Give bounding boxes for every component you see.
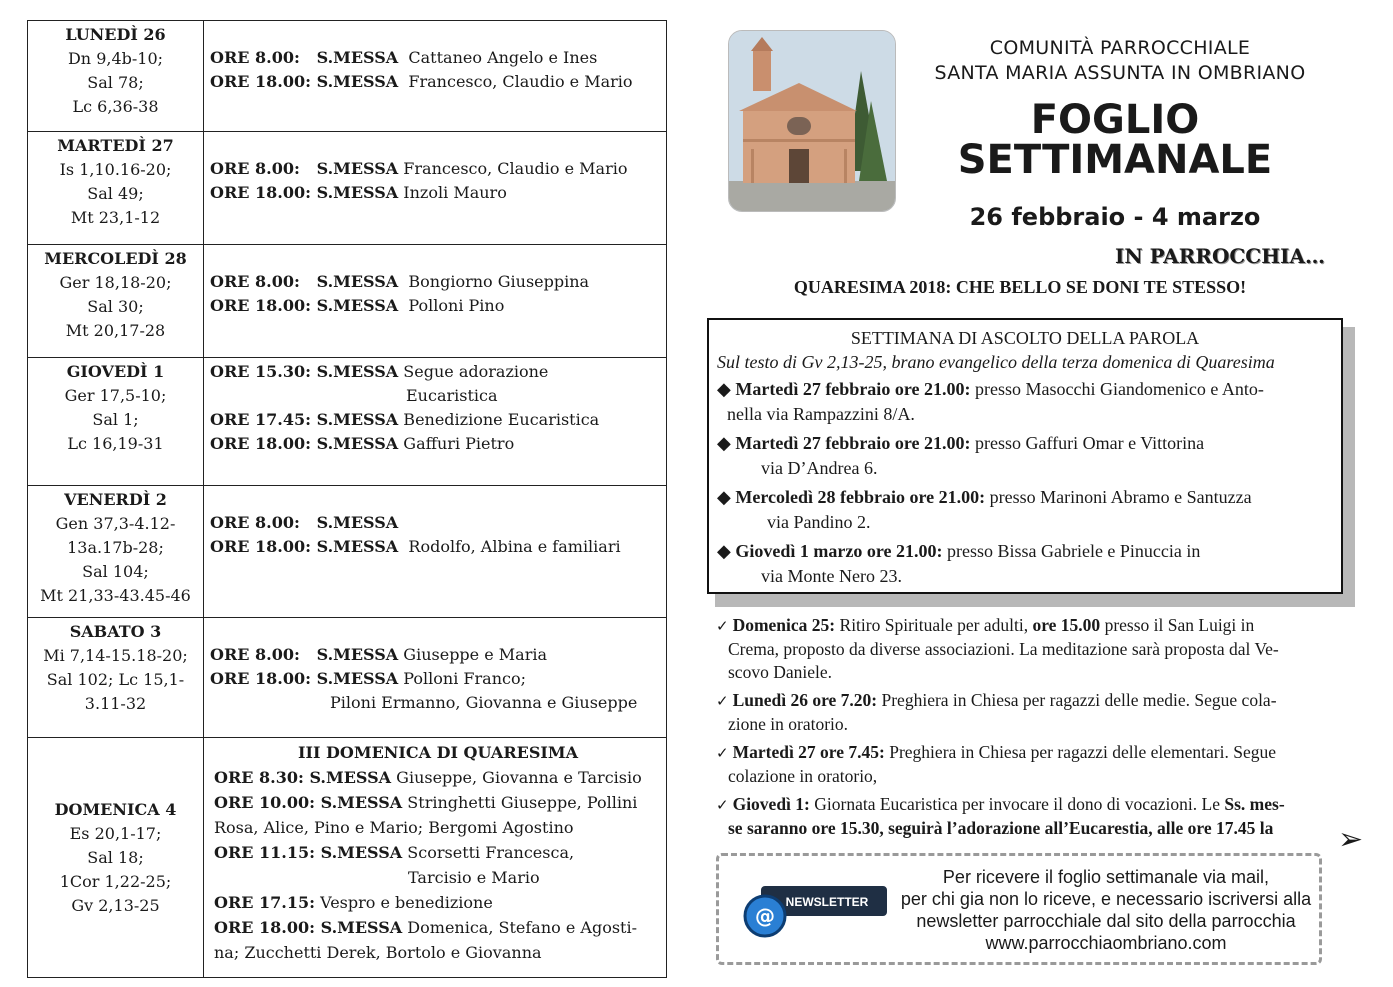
- mass-time: ORE 11.15: S.MESSA: [214, 843, 403, 862]
- item-text: presso Masocchi Giandomenico e Anto-: [970, 379, 1264, 399]
- mass-intention-continued: Piloni Ermanno, Giovanna e Giuseppe: [330, 693, 638, 712]
- church-photo: [728, 30, 896, 212]
- day-name: SABATO 3: [69, 622, 162, 641]
- mass-time: ORE 18.00: S.MESSA: [210, 183, 399, 202]
- mass-line: [210, 915, 666, 940]
- schedule-row-friday: [28, 486, 667, 618]
- notice-text: Preghiera in Chiesa per ragazzi delle medie. Segue cola-: [877, 690, 1277, 710]
- schedule-row-tuesday: [28, 132, 667, 245]
- reading: Sal 18;: [87, 847, 144, 867]
- reading: Mt 21,33-43.45-46: [40, 586, 191, 605]
- reading: Sal 78;: [87, 73, 144, 92]
- checkmark-icon: ✓: [716, 617, 729, 635]
- notice-text: scovo Daniele.: [728, 662, 832, 682]
- section-heading: IN PARROCCHIA…: [1115, 244, 1325, 268]
- mass-intention: Polloni Franco;: [398, 669, 527, 688]
- mass-line: [210, 667, 666, 691]
- community-line: SANTA MARIA ASSUNTA IN OMBRIANO: [934, 62, 1306, 84]
- mass-time: ORE 18.00: S.MESSA: [214, 918, 403, 937]
- mass-time: ORE 8.30: S.MESSA: [214, 768, 392, 787]
- community-line: COMUNITÀ PARROCCHIALE: [989, 37, 1251, 59]
- page-title: [955, 97, 1275, 183]
- mass-time: ORE 8.00: S.MESSA: [210, 159, 399, 178]
- mass-line: [210, 890, 666, 915]
- day-cell: [28, 618, 204, 738]
- mass-intention: Gaffuri Pietro: [398, 434, 515, 453]
- notice-date: Martedì 27 ore 7.45:: [732, 742, 885, 762]
- item-date: Martedì 27 febbraio ore 21.00:: [735, 379, 971, 399]
- notice-text: Crema, proposto da diverse associazioni. La meditazione sarà proposta dal Ve-: [728, 639, 1279, 659]
- reading: Sal 102; Lc 15,1-: [46, 670, 185, 689]
- masses-cell: [204, 738, 667, 978]
- masses-cell: [204, 21, 667, 132]
- checkmark-icon: ✓: [716, 692, 729, 710]
- mass-intention: Giuseppe, Giovanna e Tarcisio: [391, 768, 642, 787]
- item-continued: via Monte Nero 23.: [761, 566, 902, 586]
- mass-line: [210, 360, 666, 384]
- reading: Sal 104;: [82, 562, 149, 581]
- reading: Mi 7,14-15.18-20;: [43, 646, 188, 665]
- reading: Mt 20,17-28: [65, 321, 166, 340]
- continue-arrow-icon: ➢: [1338, 822, 1364, 857]
- item-continued: via Pandino 2.: [767, 512, 871, 532]
- schedule-row-wednesday: [28, 245, 667, 358]
- day-name: MARTEDÌ 27: [57, 136, 174, 155]
- reading: 3.11-32: [84, 694, 147, 713]
- masses-cell: [204, 486, 667, 618]
- mass-intention-continued: na; Zucchetti Derek, Bortolo e Giovanna: [214, 943, 542, 962]
- reading: Lc 6,36-38: [72, 97, 159, 116]
- notice-item: [716, 614, 1341, 684]
- reading: Es 20,1-17;: [69, 823, 162, 843]
- mass-time: ORE 10.00: S.MESSA: [214, 793, 403, 812]
- mass-intention: Rodolfo, Albina e familiari: [398, 537, 621, 556]
- reading: Is 1,10.16-20;: [59, 160, 172, 179]
- notice-text: se saranno ore 15.30, seguirà l’adorazione all’Eucarestia, alle ore 17.45 la: [728, 818, 1274, 838]
- item-date: Mercoledì 28 febbraio ore 21.00:: [735, 487, 986, 507]
- mass-time: ORE 18.00: S.MESSA: [210, 537, 399, 556]
- mass-intention: Vespro e benedizione: [315, 893, 493, 912]
- day-name: VENERDÌ 2: [64, 490, 167, 509]
- notice-date: Giovedì 1:: [732, 794, 810, 814]
- listening-item: ◆ Martedì 27 febbraio ore 21.00: presso Gaffuri Omar e Vittorina: [717, 433, 1205, 453]
- day-cell: [28, 486, 204, 618]
- notice-time: ore 15.00: [1032, 615, 1101, 635]
- notice-text: zione in oratorio.: [728, 714, 849, 734]
- listening-item: ◆ Martedì 27 febbraio ore 21.00: presso Masocchi Giandomenico e Anto-: [717, 379, 1264, 399]
- notice-item: [716, 741, 1341, 788]
- newsletter-badge-label: NEWSLETTER: [785, 895, 869, 909]
- schedule-row-thursday: [28, 358, 667, 486]
- date-range: 26 febbraio - 4 marzo: [969, 203, 1261, 231]
- mass-time: ORE 18.00: S.MESSA: [210, 434, 399, 453]
- newsletter-box: [716, 853, 1322, 965]
- mass-line: [210, 840, 666, 865]
- notice-item: [716, 793, 1341, 840]
- reading: Sal 49;: [87, 184, 144, 203]
- day-cell: [28, 358, 204, 486]
- mass-intention-continued: Tarcisio e Mario: [408, 868, 540, 887]
- notice-text-bold: Ss. mes-: [1224, 794, 1285, 814]
- mass-time: ORE 18.00: S.MESSA: [210, 296, 399, 315]
- notice-text: Ritiro Spirituale per adulti,: [835, 615, 1033, 635]
- reading: Gv 2,13-25: [71, 895, 160, 915]
- mass-intention: Giuseppe e Maria: [398, 645, 548, 664]
- item-date: Giovedì 1 marzo ore 21.00:: [735, 541, 943, 561]
- mass-time: ORE 18.00: S.MESSA: [210, 72, 399, 91]
- mass-line: [210, 511, 666, 535]
- mass-intention: Cattaneo Angelo e Ines: [398, 48, 598, 67]
- notice-date: Domenica 25:: [732, 615, 836, 635]
- mass-intention: Francesco, Claudio e Mario: [398, 72, 633, 91]
- mass-time: ORE 15.30: S.MESSA: [210, 362, 399, 381]
- checkmark-icon: ✓: [716, 796, 729, 814]
- newsletter-line: newsletter parrocchiale dal sito della parrocchia: [916, 911, 1296, 931]
- item-continued: via D’Andrea 6.: [761, 458, 878, 478]
- mass-line: [210, 535, 666, 559]
- reading: Ger 17,5-10;: [64, 386, 167, 405]
- checkmark-icon: ✓: [716, 744, 729, 762]
- newsletter-line: Per ricevere il foglio settimanale via mail,: [942, 867, 1270, 887]
- masses-cell: [204, 618, 667, 738]
- mass-line: [210, 181, 666, 205]
- day-cell: [28, 21, 204, 132]
- newsletter-line: per chi gia non lo riceve, e necessario iscriversi alla: [900, 889, 1312, 909]
- listening-week-box: [707, 318, 1343, 594]
- day-cell: [28, 132, 204, 245]
- church-illustration: [729, 31, 895, 211]
- mass-time: ORE 17.15:: [214, 893, 316, 912]
- mass-time: ORE 8.00: S.MESSA: [210, 513, 399, 532]
- reading: Dn 9,4b-10;: [67, 49, 164, 68]
- reading: Mt 23,1-12: [70, 208, 161, 227]
- sunday-heading: III DOMENICA DI QUARESIMA: [298, 743, 578, 762]
- mass-line: [210, 408, 666, 432]
- day-name: GIOVEDÌ 1: [66, 362, 165, 381]
- newsletter-text: [891, 866, 1321, 954]
- item-text: presso Bissa Gabriele e Pinuccia in: [942, 541, 1201, 561]
- day-name: LUNEDÌ 26: [65, 25, 166, 44]
- schedule-row-sunday: [28, 738, 667, 978]
- masses-cell: [204, 132, 667, 245]
- notice-text: presso il San Luigi in: [1100, 615, 1255, 635]
- mass-line: [210, 643, 666, 667]
- listening-item: ◆ Mercoledì 28 febbraio ore 21.00: presso Marinoni Abramo e Santuzza: [717, 487, 1252, 507]
- reading: Lc 16,19-31: [67, 434, 164, 453]
- mass-line: [210, 46, 666, 70]
- item-date: Martedì 27 febbraio ore 21.00:: [735, 433, 971, 453]
- mass-line: [210, 765, 666, 790]
- mass-intention: Domenica, Stefano e Agosti-: [402, 918, 637, 937]
- mass-intention: Bongiorno Giuseppina: [398, 272, 590, 291]
- mass-intention: Polloni Pino: [398, 296, 505, 315]
- notice-text: Giornata Eucaristica per invocare il dono di vocazioni. Le: [809, 794, 1225, 814]
- mass-line: [210, 270, 666, 294]
- item-text: presso Marinoni Abramo e Santuzza: [985, 487, 1252, 507]
- day-cell: [28, 245, 204, 358]
- mass-line: [210, 157, 666, 181]
- mass-intention: Scorsetti Francesca,: [402, 843, 575, 862]
- mass-line: [210, 432, 666, 456]
- reading: 13a.17b-28;: [67, 538, 164, 557]
- box-title: SETTIMANA DI ASCOLTO DELLA PAROLA: [850, 328, 1200, 348]
- notice-text: colazione in oratorio,: [728, 766, 878, 786]
- box-subtitle: Sul testo di Gv 2,13-25, brano evangelico della terza domenica di Quaresima: [717, 352, 1275, 372]
- newsletter-url[interactable]: www.parrocchiaombriano.com: [985, 933, 1227, 953]
- item-text: presso Gaffuri Omar e Vittorina: [970, 433, 1205, 453]
- title-line: FOGLIO: [1030, 97, 1200, 143]
- item-continued: nella via Rampazzini 8/A.: [727, 404, 915, 424]
- svg-text:@: @: [755, 904, 775, 928]
- mass-schedule-table: [27, 20, 667, 978]
- masses-cell: [204, 245, 667, 358]
- reading: Sal 1;: [92, 410, 139, 429]
- mass-intention: Inzoli Mauro: [398, 183, 507, 202]
- listening-item: ◆ Giovedì 1 marzo ore 21.00: presso Bissa Gabriele e Pinuccia in: [717, 541, 1201, 561]
- notice-text: Preghiera in Chiesa per ragazzi delle elementari. Segue: [884, 742, 1277, 762]
- day-name: DOMENICA 4: [54, 799, 177, 819]
- reading: Gen 37,3-4.12-: [55, 514, 176, 533]
- reading: Ger 18,18-20;: [59, 273, 172, 292]
- mass-intention: Francesco, Claudio e Mario: [398, 159, 628, 178]
- mass-time: ORE 8.00: S.MESSA: [210, 48, 399, 67]
- mass-intention: Segue adorazione: [398, 362, 549, 381]
- mass-intention-continued: Rosa, Alice, Pino e Mario; Bergomi Agostino: [214, 818, 574, 837]
- reading: 1Cor 1,22-25;: [59, 871, 172, 891]
- mass-time: ORE 17.45: S.MESSA: [210, 410, 399, 429]
- mass-time: ORE 18.00: S.MESSA: [210, 669, 399, 688]
- mass-intention: Stringhetti Giuseppe, Pollini: [402, 793, 638, 812]
- newsletter-badge[interactable]: [743, 874, 891, 946]
- quaresima-motto: QUARESIMA 2018: CHE BELLO SE DONI TE STESSO!: [793, 277, 1247, 297]
- day-cell: [28, 738, 204, 978]
- title-line: SETTIMANALE: [957, 137, 1273, 183]
- day-name: MERCOLEDÌ 28: [44, 249, 187, 268]
- schedule-row-saturday: [28, 618, 667, 738]
- masses-cell: [204, 358, 667, 486]
- schedule-row-monday: [28, 21, 667, 132]
- mass-line: [210, 790, 666, 815]
- notice-date: Lunedì 26 ore 7.20:: [732, 690, 878, 710]
- mass-intention-continued: Eucaristica: [406, 386, 498, 405]
- mass-time: ORE 8.00: S.MESSA: [210, 272, 399, 291]
- community-name: [900, 36, 1340, 86]
- mass-line: [210, 70, 666, 94]
- reading: Sal 30;: [87, 297, 144, 316]
- mass-line: [210, 294, 666, 318]
- mass-intention: Benedizione Eucaristica: [398, 410, 600, 429]
- mass-time: ORE 8.00: S.MESSA: [210, 645, 399, 664]
- notice-item: [716, 689, 1341, 736]
- notices-list: [716, 614, 1341, 845]
